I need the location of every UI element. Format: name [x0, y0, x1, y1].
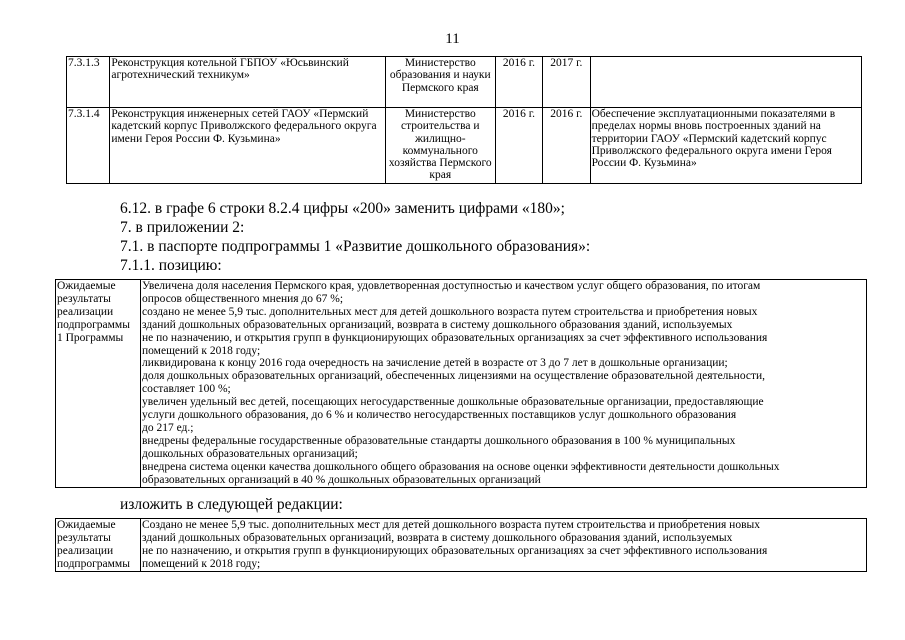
paragraph: 7. в приложении 2: — [120, 219, 245, 236]
content-line: доля дошкольных образовательных организаций, обеспеченных лицензиями на осуществление образовательной деятельности, — [142, 370, 766, 383]
label-line: результаты — [57, 531, 111, 544]
position-label — [56, 280, 141, 488]
table-row — [67, 108, 862, 184]
label-line: подпрограммы — [57, 318, 130, 331]
paragraph: 7.1.1. позицию: — [120, 257, 222, 274]
responsible-org: Министерство строительства и жилищно-коммунального хозяйства Пермского края — [385, 108, 495, 184]
projects-table — [66, 56, 862, 184]
position-label — [56, 519, 141, 572]
year-end: 2016 г. — [543, 108, 590, 184]
responsible-org: Министерство образования и науки Пермского края — [385, 57, 495, 108]
label-line: результаты — [57, 292, 111, 305]
content-line: внедрены федеральные государственные образовательные стандарты дошкольного образования в 100 % муниципальных — [142, 434, 736, 447]
expected-result — [590, 57, 861, 108]
year-start: 2016 г. — [495, 108, 542, 184]
position-content — [141, 280, 867, 488]
content-line: не по назначению, и открытия групп в функционирующих образовательных организациях за счет эффективного использования — [142, 544, 768, 557]
content-line: Увеличена доля населения Пермского края, удовлетворенная доступностью и качеством услуг общего образования, по итогам — [142, 280, 761, 292]
new-position-table — [55, 518, 867, 572]
label-line: подпрограммы — [57, 557, 130, 570]
content-line: до 217 ед.; — [142, 421, 194, 434]
position-content — [141, 519, 867, 572]
table-row — [56, 280, 867, 488]
table-row — [56, 519, 867, 572]
table-row — [67, 57, 862, 108]
content-line: помещений к 2018 году; — [142, 344, 261, 357]
content-line: услуги дошкольного образования, до 6 % и количество негосударственных поставщиков услуг дошкольного образования — [142, 409, 737, 422]
paragraph: 7.1. в паспорте подпрограммы 1 «Развитие дошкольного образования»: — [120, 238, 591, 255]
content-line: создано не менее 5,9 тыс. дополнительных мест для детей дошкольного возраста путем строительства и приобретения новых — [142, 305, 758, 318]
label-line: 1 Программы — [57, 331, 124, 344]
label-line: Ожидаемые — [57, 280, 116, 292]
row-number: 7.3.1.3 — [67, 57, 110, 108]
page-number: 11 — [445, 31, 460, 47]
content-line: внедрена система оценки качества дошкольного общего образования на основе оценки эффективности деятельности дошкольных — [142, 460, 780, 473]
content-line: образовательных организаций в 40 % дошкольных образовательных организаций — [142, 473, 541, 486]
project-name: Реконструкция инженерных сетей ГАОУ «Пермский кадетский корпус Приволжского федерального округа имени Героя России Ф. Кузьмина» — [110, 108, 385, 184]
content-line: опросов общественного мнения до 67 %; — [142, 292, 344, 305]
paragraph: 6.12. в графе 6 строки 8.2.4 цифры «200» заменить цифрами «180»; — [120, 200, 565, 217]
project-name: Реконструкция котельной ГБПОУ «Юсьвинский агротехнический техникум» — [110, 57, 385, 108]
label-line: Ожидаемые — [57, 519, 116, 531]
content-line: помещений к 2018 году; — [142, 557, 261, 570]
old-position-table — [55, 279, 867, 488]
content-line: составляет 100 %; — [142, 383, 231, 396]
row-number: 7.3.1.4 — [67, 108, 110, 184]
content-line: ликвидирована к концу 2016 года очередность на зачисление детей в возрасте от 3 до 7 лет в дошкольные организации; — [142, 357, 728, 370]
label-line: реализации — [57, 544, 114, 557]
expected-result: Обеспечение эксплуатационными показателями в пределах нормы вновь построенных зданий на территории ГАОУ «Пермский кадетский корпус Приволжского федерального округа имени Героя России Ф. Кузьмина» — [590, 108, 861, 184]
label-line: реализации — [57, 305, 114, 318]
year-end: 2017 г. — [543, 57, 590, 108]
year-start: 2016 г. — [495, 57, 542, 108]
paragraph: изложить в следующей редакции: — [120, 496, 343, 513]
content-line: увеличен удельный вес детей, посещающих негосударственные дошкольные образовательные организации, предоставляющие — [142, 396, 764, 409]
content-line: зданий дошкольных образовательных организаций, возврата в систему дошкольного образования зданий, используемых — [142, 531, 733, 544]
content-line: Создано не менее 5,9 тыс. дополнительных мест для детей дошкольного возраста путем строительства и приобретения новых — [142, 519, 760, 531]
content-line: зданий дошкольных образовательных организаций, возврата в систему дошкольного образования зданий, используемых — [142, 318, 733, 331]
content-line: дошкольных образовательных организаций; — [142, 447, 358, 460]
content-line: не по назначению, и открытия групп в функционирующих образовательных организациях за счет эффективного использования — [142, 331, 768, 344]
